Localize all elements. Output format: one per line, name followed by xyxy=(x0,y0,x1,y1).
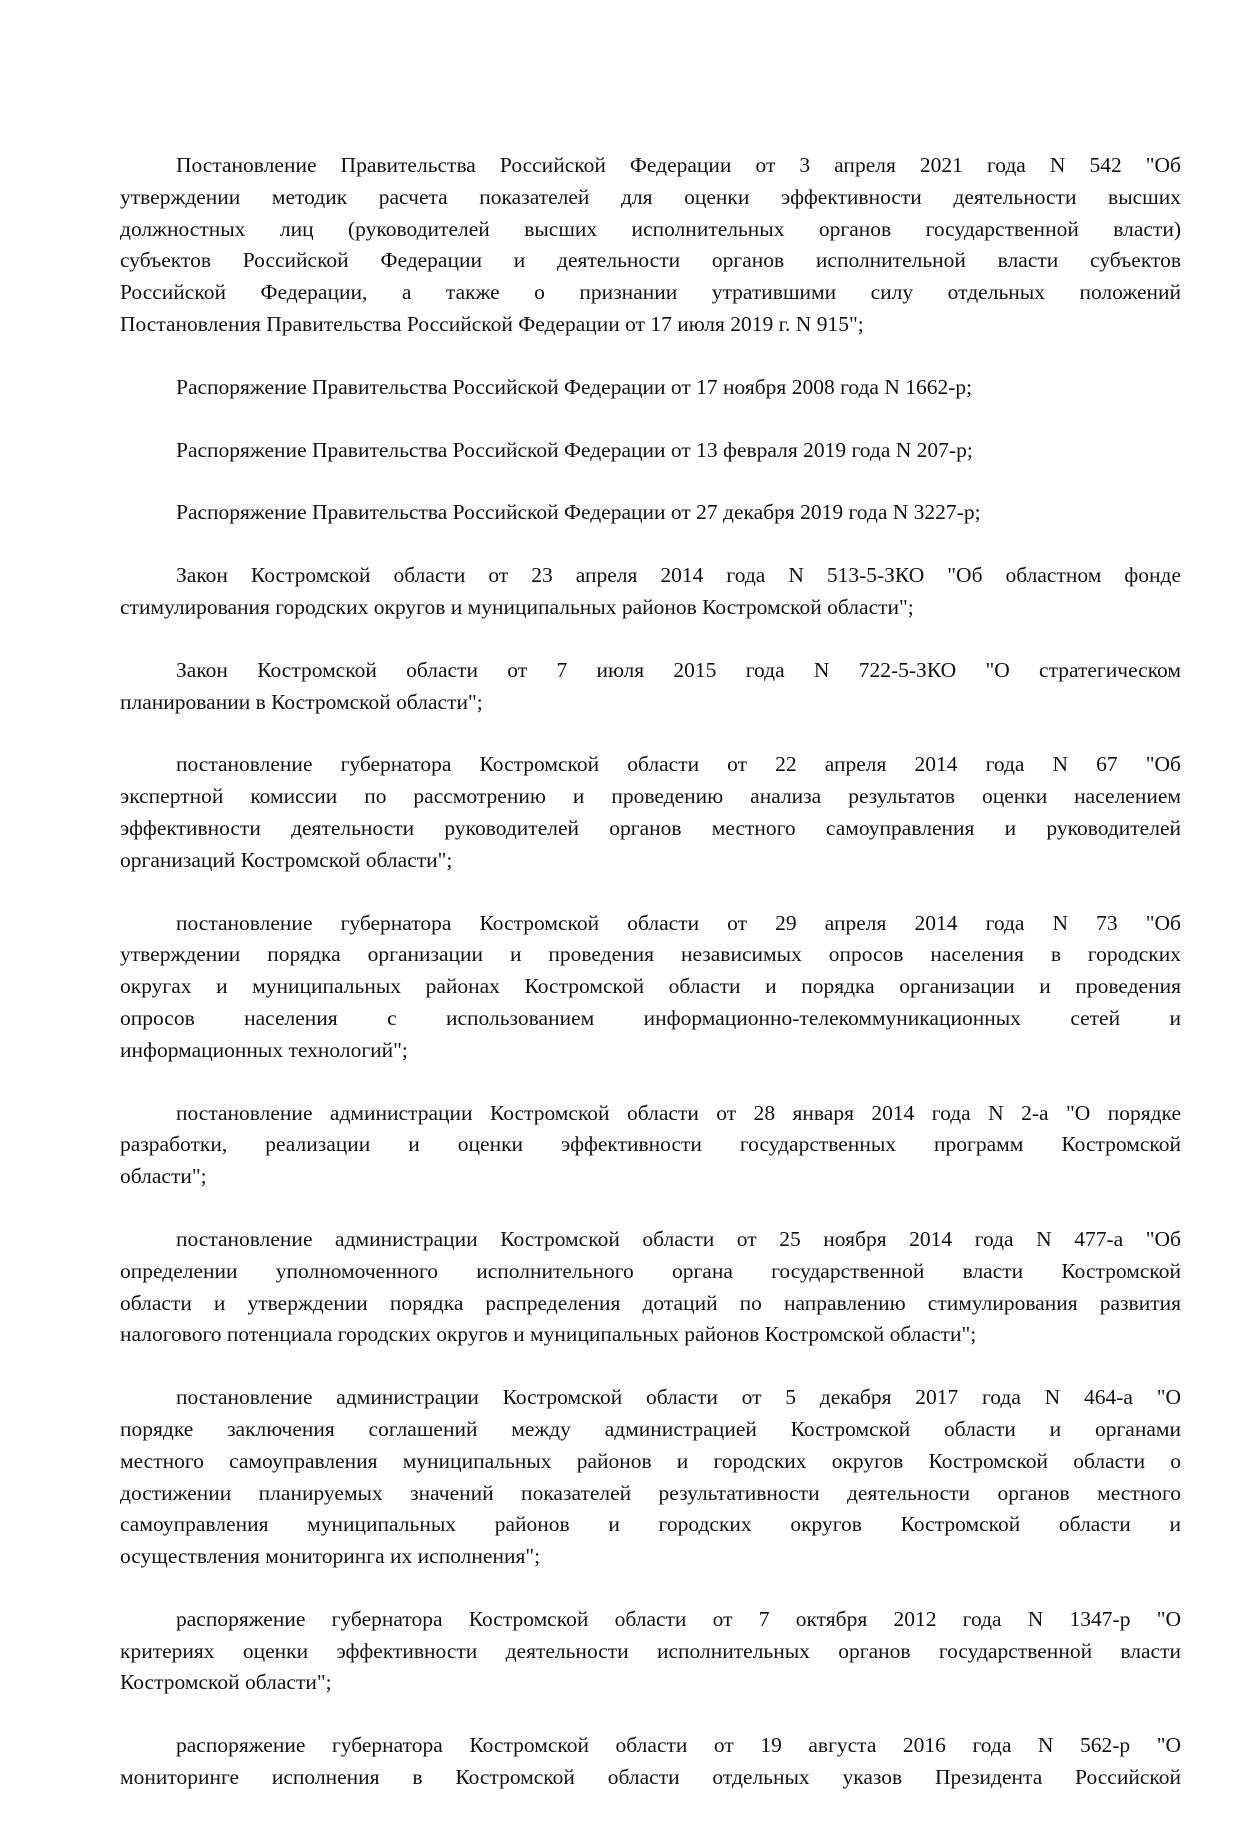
paragraph xyxy=(120,749,1181,876)
text-line: Распоряжение Правительства Российской Федерации от 17 ноября 2008 года N 1662-р; xyxy=(176,374,973,399)
text-line: должностных лиц (руководителей высших исполнительных органов государственной власти) xyxy=(120,216,1181,241)
paragraph xyxy=(120,150,1181,341)
paragraph xyxy=(120,435,1181,467)
text-line: определении уполномоченного исполнительного органа государственной власти Костромской xyxy=(120,1258,1181,1283)
paragraph xyxy=(120,1730,1181,1794)
text-line: критериях оценки эффективности деятельности исполнительных органов государственной власти xyxy=(120,1638,1181,1663)
text-line: разработки, реализации и оценки эффективности государственных программ Костромской xyxy=(120,1132,1181,1157)
text-line: области и утверждении порядка распределения дотаций по направлению стимулирования развития xyxy=(120,1290,1181,1315)
text-line: Костромской области"; xyxy=(120,1670,332,1695)
text-line: местного самоуправления муниципальных районов и городских округов Костромской области о xyxy=(120,1448,1181,1473)
text-line: мониторинге исполнения в Костромской области отдельных указов Президента Российской xyxy=(120,1765,1181,1790)
paragraph xyxy=(120,655,1181,719)
text-line: организаций Костромской области"; xyxy=(120,847,453,872)
text-line: постановление губернатора Костромской области от 29 апреля 2014 года N 73 "Об xyxy=(176,910,1181,935)
text-line: планировании в Костромской области"; xyxy=(120,689,483,714)
text-line: утверждении порядка организации и проведения независимых опросов населения в городских xyxy=(120,942,1181,967)
text-line: постановление администрации Костромской области от 25 ноября 2014 года N 477-а "Об xyxy=(176,1226,1181,1251)
paragraph xyxy=(120,908,1181,1067)
text-line: налогового потенциала городских округов и муниципальных районов Костромской области"; xyxy=(120,1322,977,1347)
text-line: Распоряжение Правительства Российской Федерации от 27 декабря 2019 года N 3227-р; xyxy=(176,500,981,525)
text-line: утверждении методик расчета показателей для оценки эффективности деятельности высших xyxy=(120,184,1181,209)
text-line: опросов населения с использованием информационно-телекоммуникационных сетей и xyxy=(120,1005,1181,1030)
text-line: информационных технологий"; xyxy=(120,1037,408,1062)
text-line: самоуправления муниципальных районов и городских округов Костромской области и xyxy=(120,1512,1181,1537)
text-line: порядке заключения соглашений между администрацией Костромской области и органами xyxy=(120,1416,1181,1441)
text-line: распоряжение губернатора Костромской области от 7 октября 2012 года N 1347-р "О xyxy=(176,1606,1181,1631)
text-line: Закон Костромской области от 23 апреля 2014 года N 513-5-ЗКО "Об областном фонде xyxy=(176,563,1181,588)
text-line: области"; xyxy=(120,1164,207,1189)
text-line: стимулирования городских округов и муниципальных районов Костромской области"; xyxy=(120,594,914,619)
text-line: Закон Костромской области от 7 июля 2015 года N 722-5-ЗКО "О стратегическом xyxy=(176,657,1181,682)
text-line: Распоряжение Правительства Российской Федерации от 13 февраля 2019 года N 207-р; xyxy=(176,437,973,462)
paragraph xyxy=(120,560,1181,624)
paragraph xyxy=(120,497,1181,529)
text-line: округах и муниципальных районах Костромской области и порядка организации и проведения xyxy=(120,974,1181,999)
paragraph xyxy=(120,1382,1181,1573)
paragraph xyxy=(120,372,1181,404)
text-line: распоряжение губернатора Костромской области от 19 августа 2016 года N 562-р "О xyxy=(176,1733,1181,1758)
text-line: Российской Федерации, а также о признании утратившими силу отдельных положений xyxy=(120,280,1181,305)
text-line: Постановления Правительства Российской Федерации от 17 июля 2019 г. N 915"; xyxy=(120,311,864,336)
paragraph xyxy=(120,1224,1181,1351)
text-line: эффективности деятельности руководителей органов местного самоуправления и руководителей xyxy=(120,815,1181,840)
paragraph xyxy=(120,1604,1181,1699)
text-line: достижении планируемых значений показателей результативности деятельности органов местного xyxy=(120,1480,1181,1505)
text-line: постановление губернатора Костромской области от 22 апреля 2014 года N 67 "Об xyxy=(176,752,1181,777)
text-line: субъектов Российской Федерации и деятельности органов исполнительной власти субъектов xyxy=(120,248,1181,273)
text-line: Постановление Правительства Российской Федерации от 3 апреля 2021 года N 542 "Об xyxy=(176,153,1181,177)
paragraph xyxy=(120,1098,1181,1193)
document-page xyxy=(120,150,1181,1825)
text-line: экспертной комиссии по рассмотрению и проведению анализа результатов оценки населением xyxy=(120,784,1181,809)
text-line: осуществления мониторинга их исполнения"; xyxy=(120,1544,541,1569)
text-line: постановление администрации Костромской области от 28 января 2014 года N 2-а "О порядке xyxy=(176,1100,1181,1125)
text-line: постановление администрации Костромской области от 5 декабря 2017 года N 464-а "О xyxy=(176,1385,1181,1410)
